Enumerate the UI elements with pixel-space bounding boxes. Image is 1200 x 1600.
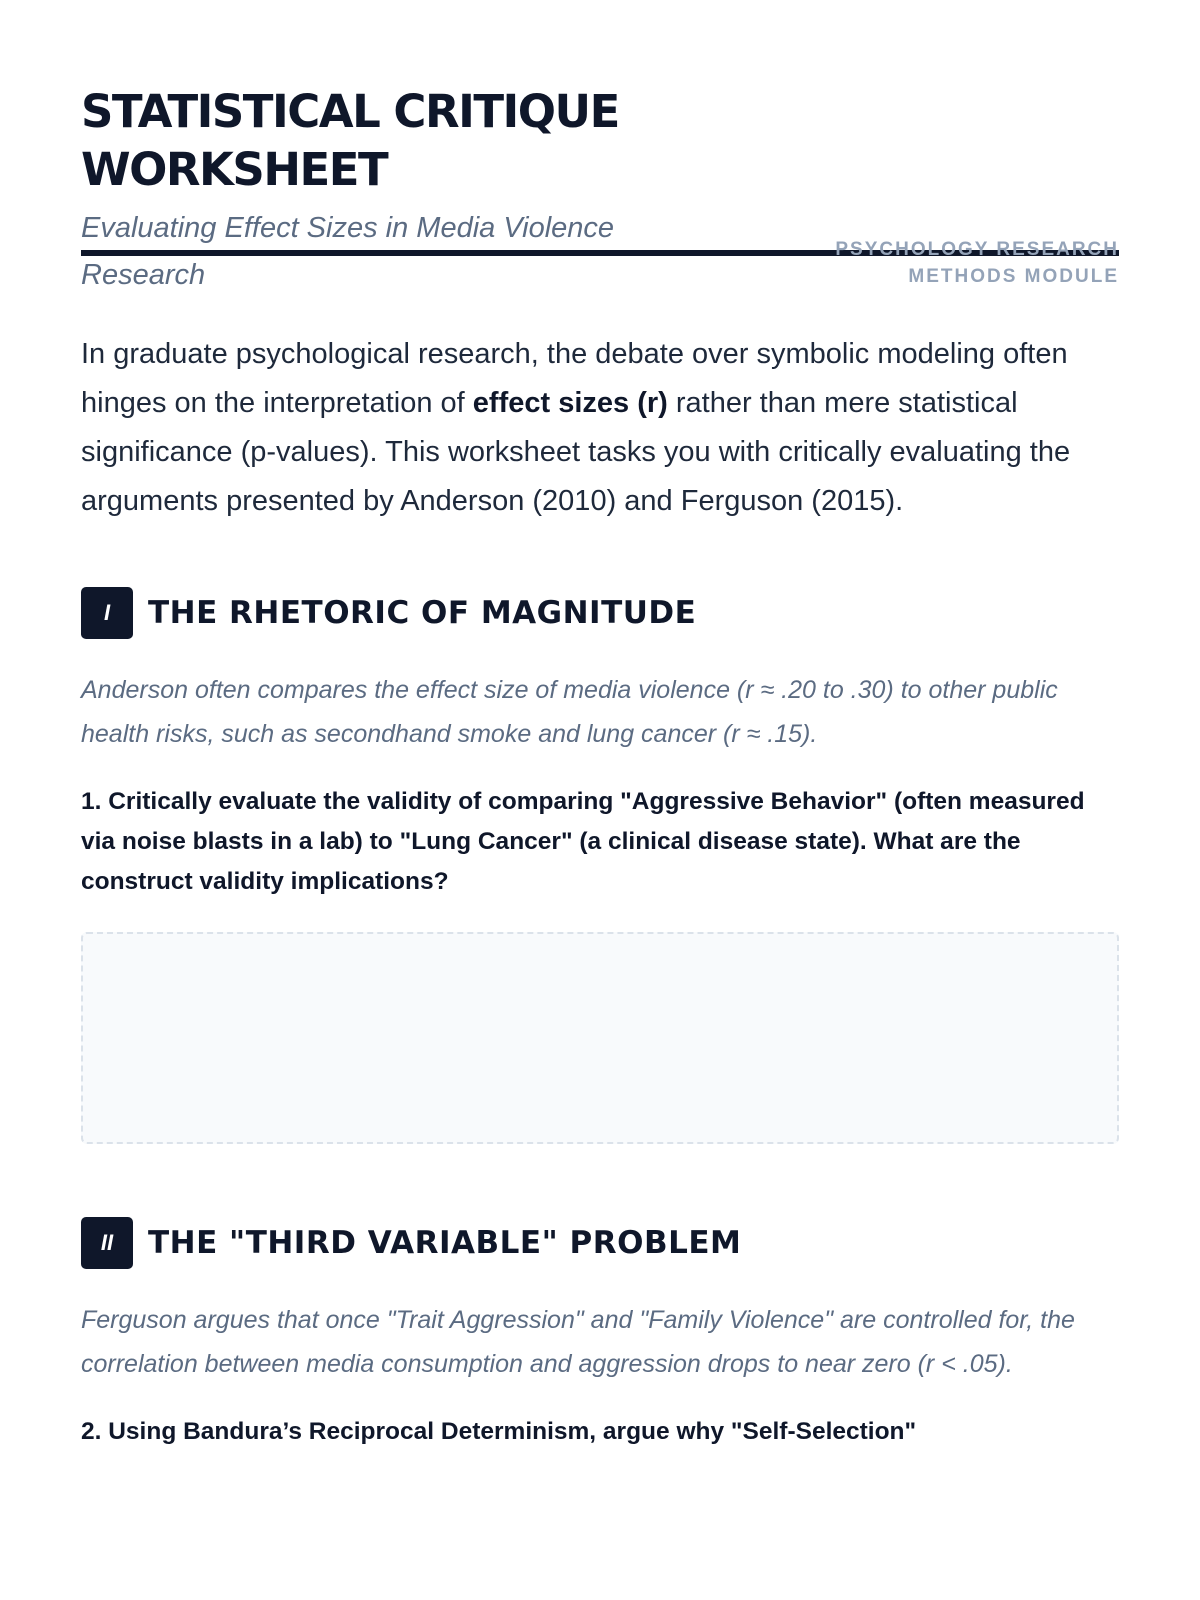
question-1: 1. Critically evaluate the validity of comparing "Aggressive Behavior" (often measured via noise blasts in a lab) to "Lung Cancer" (a clinical disease state). What are the construct validity implications? bbox=[81, 788, 1085, 895]
section-2-title: THE "THIRD VARIABLE" PROBLEM bbox=[148, 1225, 742, 1261]
page-subtitle: Evaluating Effect Sizes in Media Violence Research bbox=[81, 212, 615, 291]
page-title: STATISTICAL CRITIQUE WORKSHEET bbox=[81, 85, 619, 196]
section-1-context: Anderson often compares the effect size of media violence (r ≈ .20 to .30) to other public health risks, such as secondhand smoke and lung cancer (r ≈ .15). bbox=[81, 676, 1058, 748]
section-1-numeral-badge: I bbox=[81, 587, 133, 639]
intro-bold-term: effect sizes (r) bbox=[472, 387, 668, 419]
question-2: 2. Using Bandura’s Reciprocal Determinism, argue why "Self-Selection" bbox=[81, 1418, 917, 1445]
section-2-numeral-badge: II bbox=[81, 1217, 133, 1269]
intro-text-before: In graduate psychological research, the debate over symbolic modeling often hinges on the interpretation of bbox=[81, 338, 1068, 419]
section-2-context: Ferguson argues that once "Trait Aggression" and "Family Violence" are controlled for, the correlation between media consumption and aggression drops to near zero (r < .05). bbox=[81, 1306, 1075, 1378]
section-1-title: THE RHETORIC OF MAGNITUDE bbox=[148, 595, 697, 631]
section-1 bbox=[81, 586, 1119, 1144]
section-2 bbox=[81, 1216, 1119, 1452]
worksheet-header bbox=[81, 0, 1119, 291]
answer-box-1[interactable] bbox=[81, 932, 1119, 1144]
section-2-heading bbox=[81, 1216, 1119, 1270]
intro-paragraph bbox=[81, 330, 1119, 526]
module-label: PSYCHOLOGY RESEARCH METHODS MODULE bbox=[835, 239, 1119, 287]
intro-text-after: rather than mere statistical significance (p-values). This worksheet tasks you with critically evaluating the arguments presented by Anderson (2010) and Ferguson (2015). bbox=[81, 387, 1071, 517]
section-1-heading bbox=[81, 586, 1119, 640]
